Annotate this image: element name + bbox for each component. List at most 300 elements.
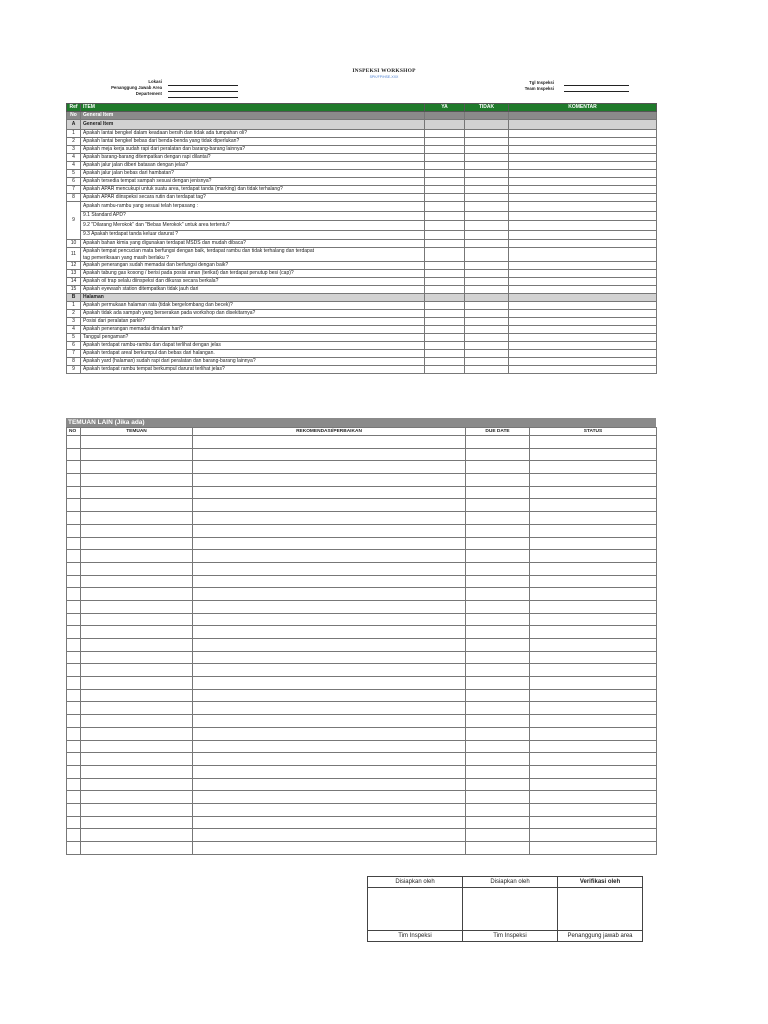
row-question: Apakah oil trap selalu diinspeksi dan dikuras secara berkala? (81, 278, 425, 286)
rekomendasi-cell[interactable] (193, 575, 466, 588)
ya-cell[interactable] (425, 202, 465, 212)
sign-2-footer: Tim Inspeksi (463, 931, 558, 942)
row-number: 6 (67, 342, 81, 350)
tgl-inspeksi-field[interactable] (564, 85, 629, 86)
checklist-row (67, 130, 657, 138)
ya-cell[interactable] (425, 162, 465, 170)
no-cell[interactable] (67, 677, 81, 690)
team-inspeksi-field[interactable] (564, 91, 629, 92)
due-date-cell[interactable] (466, 512, 530, 525)
komentar-cell[interactable] (509, 326, 657, 334)
status-cell[interactable] (530, 664, 657, 677)
tidak-cell[interactable] (465, 194, 509, 202)
no-cell[interactable] (67, 588, 81, 601)
rekomendasi-cell[interactable] (193, 448, 466, 461)
rekomendasi-cell[interactable] (193, 727, 466, 740)
sign-3-box[interactable] (558, 888, 643, 931)
komentar-cell[interactable] (509, 318, 657, 326)
tidak-cell[interactable] (465, 162, 509, 170)
tidak-cell[interactable] (465, 270, 509, 278)
checklist-row (67, 342, 657, 350)
komentar-cell[interactable] (509, 248, 657, 262)
status-cell[interactable] (530, 474, 657, 487)
rekomendasi-cell[interactable] (193, 550, 466, 563)
due-date-cell[interactable] (466, 842, 530, 855)
no-header: NO (67, 428, 81, 436)
status-cell[interactable] (530, 499, 657, 512)
due-date-cell[interactable] (466, 664, 530, 677)
tidak-cell[interactable] (465, 326, 509, 334)
temuan-cell[interactable] (81, 842, 193, 855)
no-cell[interactable] (67, 664, 81, 677)
rekomendasi-cell[interactable] (193, 689, 466, 702)
ya-cell[interactable] (425, 154, 465, 162)
ya-cell[interactable] (425, 211, 465, 221)
tidak-cell[interactable] (465, 248, 509, 262)
no-cell[interactable] (67, 816, 81, 829)
temuan-row (67, 575, 657, 588)
row-question: Apakah tersedia tempat sampah sesuai dengan jenisnya? (81, 178, 425, 186)
temuan-cell[interactable] (81, 537, 193, 550)
ya-cell[interactable] (425, 248, 465, 262)
due-date-cell[interactable] (466, 600, 530, 613)
rekomendasi-cell[interactable] (193, 778, 466, 791)
due-date-cell[interactable] (466, 588, 530, 601)
temuan-cell[interactable] (81, 651, 193, 664)
no-cell[interactable] (67, 765, 81, 778)
rekomendasi-cell[interactable] (193, 702, 466, 715)
temuan-cell[interactable] (81, 753, 193, 766)
status-cell[interactable] (530, 816, 657, 829)
komentar-cell[interactable] (509, 262, 657, 270)
due-date-cell[interactable] (466, 537, 530, 550)
no-cell[interactable] (67, 550, 81, 563)
sign-2-box[interactable] (463, 888, 558, 931)
temuan-row (67, 740, 657, 753)
temuan-cell[interactable] (81, 588, 193, 601)
temuan-cell[interactable] (81, 524, 193, 537)
temuan-cell[interactable] (81, 550, 193, 563)
ya-cell[interactable] (425, 318, 465, 326)
tidak-cell[interactable] (465, 211, 509, 221)
ya-cell[interactable] (425, 358, 465, 366)
tidak-cell[interactable] (465, 342, 509, 350)
temuan-cell[interactable] (81, 448, 193, 461)
komentar-cell[interactable] (509, 154, 657, 162)
status-cell[interactable] (530, 702, 657, 715)
due-date-cell[interactable] (466, 524, 530, 537)
tidak-cell[interactable] (465, 334, 509, 342)
due-date-cell[interactable] (466, 562, 530, 575)
status-cell[interactable] (530, 436, 657, 449)
due-date-cell[interactable] (466, 550, 530, 563)
rekomendasi-cell[interactable] (193, 677, 466, 690)
temuan-cell[interactable] (81, 639, 193, 652)
tidak-cell[interactable] (465, 138, 509, 146)
status-cell[interactable] (530, 791, 657, 804)
rekomendasi-cell[interactable] (193, 816, 466, 829)
status-cell[interactable] (530, 448, 657, 461)
no-cell[interactable] (67, 689, 81, 702)
row-question: Apakah tabung gas kosong / berisi pada posisi aman (terikat) dan terdapat penutup besi (cap)? (81, 270, 425, 278)
lokasi-field[interactable] (168, 85, 238, 86)
no-cell[interactable] (67, 803, 81, 816)
komentar-cell[interactable] (509, 366, 657, 374)
row-number: 1 (67, 302, 81, 310)
ya-cell[interactable] (425, 278, 465, 286)
rekomendasi-cell[interactable] (193, 842, 466, 855)
row-number: 10 (67, 240, 81, 248)
status-cell[interactable] (530, 715, 657, 728)
status-cell[interactable] (530, 588, 657, 601)
temuan-cell[interactable] (81, 715, 193, 728)
no-cell[interactable] (67, 499, 81, 512)
checklist-row (67, 248, 657, 262)
no-cell[interactable] (67, 715, 81, 728)
rekomendasi-cell[interactable] (193, 486, 466, 499)
due-date-cell[interactable] (466, 740, 530, 753)
ya-header: YA (425, 104, 465, 112)
temuan-cell[interactable] (81, 765, 193, 778)
due-date-cell[interactable] (466, 613, 530, 626)
no-cell[interactable] (67, 474, 81, 487)
komentar-cell[interactable] (509, 170, 657, 178)
row-number: 7 (67, 350, 81, 358)
komentar-cell[interactable] (509, 278, 657, 286)
temuan-cell[interactable] (81, 436, 193, 449)
checklist-row (67, 178, 657, 186)
checklist-row (67, 262, 657, 270)
rekomendasi-cell[interactable] (193, 600, 466, 613)
temuan-cell[interactable] (81, 778, 193, 791)
rekomendasi-cell[interactable] (193, 753, 466, 766)
komentar-cell[interactable] (509, 221, 657, 231)
status-cell[interactable] (530, 842, 657, 855)
sign-1-box[interactable] (368, 888, 463, 931)
komentar-cell[interactable] (509, 230, 657, 240)
temuan-cell[interactable] (81, 486, 193, 499)
status-cell[interactable] (530, 753, 657, 766)
rekomendasi-cell[interactable] (193, 613, 466, 626)
row-number: 8 (67, 358, 81, 366)
due-date-cell[interactable] (466, 715, 530, 728)
ya-cell[interactable] (425, 286, 465, 294)
row-question: Apakah lantai bengkel bebas dari benda-benda yang tidak diperlukan? (81, 138, 425, 146)
status-cell[interactable] (530, 689, 657, 702)
temuan-cell[interactable] (81, 600, 193, 613)
komentar-cell[interactable] (509, 211, 657, 221)
no-cell[interactable] (67, 537, 81, 550)
no-cell[interactable] (67, 727, 81, 740)
no-cell[interactable] (67, 740, 81, 753)
tidak-cell[interactable] (465, 278, 509, 286)
rekomendasi-cell[interactable] (193, 461, 466, 474)
temuan-cell[interactable] (81, 474, 193, 487)
rekomendasi-cell[interactable] (193, 664, 466, 677)
no-cell[interactable] (67, 829, 81, 842)
ya-cell[interactable] (425, 230, 465, 240)
ya-cell[interactable] (425, 221, 465, 231)
status-cell[interactable] (530, 524, 657, 537)
no-cell[interactable] (67, 702, 81, 715)
status-cell[interactable] (530, 727, 657, 740)
due-date-cell[interactable] (466, 474, 530, 487)
due-date-cell[interactable] (466, 626, 530, 639)
rekomendasi-cell[interactable] (193, 639, 466, 652)
komentar-cell[interactable] (509, 162, 657, 170)
due-date-cell[interactable] (466, 575, 530, 588)
row-number: 7 (67, 186, 81, 194)
temuan-row (67, 677, 657, 690)
temuan-cell[interactable] (81, 702, 193, 715)
ya-cell[interactable] (425, 170, 465, 178)
komentar-cell[interactable] (509, 350, 657, 358)
no-cell[interactable] (67, 436, 81, 449)
no-cell[interactable] (67, 626, 81, 639)
tidak-cell[interactable] (465, 130, 509, 138)
temuan-cell[interactable] (81, 803, 193, 816)
no-cell[interactable] (67, 639, 81, 652)
ya-cell[interactable] (425, 366, 465, 374)
no-cell[interactable] (67, 778, 81, 791)
status-cell[interactable] (530, 765, 657, 778)
no-cell[interactable] (67, 512, 81, 525)
row-question: Apakah tidak ada sampah yang berserakan pada workshop dan disekitarnya? (81, 310, 425, 318)
temuan-row (67, 524, 657, 537)
due-date-cell[interactable] (466, 499, 530, 512)
tidak-cell[interactable] (465, 146, 509, 154)
komentar-cell[interactable] (509, 342, 657, 350)
ya-cell[interactable] (425, 350, 465, 358)
status-cell[interactable] (530, 740, 657, 753)
status-cell[interactable] (530, 626, 657, 639)
rekomendasi-cell[interactable] (193, 740, 466, 753)
temuan-cell[interactable] (81, 677, 193, 690)
komentar-cell[interactable] (509, 202, 657, 212)
checklist-row (67, 278, 657, 286)
no-cell[interactable] (67, 562, 81, 575)
rekomendasi-cell[interactable] (193, 562, 466, 575)
section-b-label: Halaman (81, 294, 425, 302)
status-cell[interactable] (530, 600, 657, 613)
tidak-cell[interactable] (465, 358, 509, 366)
ya-cell[interactable] (425, 326, 465, 334)
rekomendasi-cell[interactable] (193, 474, 466, 487)
due-date-cell[interactable] (466, 677, 530, 690)
rekomendasi-cell[interactable] (193, 512, 466, 525)
due-date-cell[interactable] (466, 816, 530, 829)
tidak-cell[interactable] (465, 366, 509, 374)
temuan-row (67, 562, 657, 575)
temuan-cell[interactable] (81, 740, 193, 753)
ya-cell[interactable] (425, 310, 465, 318)
rekomendasi-cell[interactable] (193, 765, 466, 778)
due-date-cell[interactable] (466, 778, 530, 791)
no-cell[interactable] (67, 461, 81, 474)
status-cell[interactable] (530, 651, 657, 664)
temuan-cell[interactable] (81, 512, 193, 525)
due-date-cell[interactable] (466, 461, 530, 474)
no-cell[interactable] (67, 524, 81, 537)
ya-cell[interactable] (425, 178, 465, 186)
temuan-cell[interactable] (81, 791, 193, 804)
due-date-cell[interactable] (466, 448, 530, 461)
ya-cell[interactable] (425, 146, 465, 154)
temuan-cell[interactable] (81, 461, 193, 474)
status-cell[interactable] (530, 677, 657, 690)
status-cell[interactable] (530, 461, 657, 474)
status-cell[interactable] (530, 778, 657, 791)
no-cell[interactable] (67, 842, 81, 855)
ya-cell[interactable] (425, 270, 465, 278)
komentar-cell[interactable] (509, 138, 657, 146)
ya-cell[interactable] (425, 186, 465, 194)
ya-cell[interactable] (425, 302, 465, 310)
penanggung-jawab-label: Penanggung Jawab Area (111, 85, 162, 90)
ya-cell[interactable] (425, 262, 465, 270)
status-cell[interactable] (530, 639, 657, 652)
due-date-cell[interactable] (466, 765, 530, 778)
temuan-row (67, 461, 657, 474)
tidak-cell[interactable] (465, 154, 509, 162)
penanggung-jawab-field[interactable] (168, 91, 238, 92)
temuan-cell[interactable] (81, 727, 193, 740)
status-cell[interactable] (530, 562, 657, 575)
temuan-cell[interactable] (81, 689, 193, 702)
temuan-cell[interactable] (81, 499, 193, 512)
checklist-row (67, 358, 657, 366)
row-number: 8 (67, 194, 81, 202)
tidak-cell[interactable] (465, 262, 509, 270)
rekomendasi-cell[interactable] (193, 436, 466, 449)
status-cell[interactable] (530, 486, 657, 499)
departement-field[interactable] (168, 97, 238, 98)
tidak-cell[interactable] (465, 221, 509, 231)
tidak-cell[interactable] (465, 170, 509, 178)
due-date-cell[interactable] (466, 702, 530, 715)
tidak-cell[interactable] (465, 302, 509, 310)
komentar-cell[interactable] (509, 186, 657, 194)
komentar-cell[interactable] (509, 194, 657, 202)
komentar-cell[interactable] (509, 310, 657, 318)
status-cell[interactable] (530, 803, 657, 816)
rekomendasi-cell[interactable] (193, 537, 466, 550)
temuan-cell[interactable] (81, 575, 193, 588)
rekomendasi-cell[interactable] (193, 715, 466, 728)
ya-cell[interactable] (425, 342, 465, 350)
status-cell[interactable] (530, 512, 657, 525)
temuan-row (67, 727, 657, 740)
due-date-cell[interactable] (466, 829, 530, 842)
rekomendasi-cell[interactable] (193, 829, 466, 842)
due-date-cell[interactable] (466, 436, 530, 449)
tidak-cell[interactable] (465, 286, 509, 294)
temuan-row (67, 436, 657, 449)
no-cell[interactable] (67, 613, 81, 626)
temuan-cell[interactable] (81, 664, 193, 677)
komentar-cell[interactable] (509, 146, 657, 154)
no-cell[interactable] (67, 600, 81, 613)
no-cell[interactable] (67, 791, 81, 804)
komentar-cell[interactable] (509, 240, 657, 248)
row-number: 9 (67, 366, 81, 374)
due-date-cell[interactable] (466, 651, 530, 664)
komentar-cell[interactable] (509, 130, 657, 138)
tidak-cell[interactable] (465, 230, 509, 240)
status-cell[interactable] (530, 575, 657, 588)
status-cell[interactable] (530, 613, 657, 626)
no-cell[interactable] (67, 651, 81, 664)
checklist-row (67, 146, 657, 154)
tidak-cell[interactable] (465, 350, 509, 358)
tidak-cell[interactable] (465, 178, 509, 186)
tidak-cell[interactable] (465, 186, 509, 194)
due-date-cell[interactable] (466, 486, 530, 499)
tidak-cell[interactable] (465, 202, 509, 212)
temuan-row (67, 512, 657, 525)
temuan-row (67, 803, 657, 816)
komentar-cell[interactable] (509, 334, 657, 342)
no-cell[interactable] (67, 575, 81, 588)
ya-cell[interactable] (425, 334, 465, 342)
status-cell[interactable] (530, 537, 657, 550)
temuan-row (67, 829, 657, 842)
status-cell[interactable] (530, 829, 657, 842)
status-cell[interactable] (530, 550, 657, 563)
komentar-cell[interactable] (509, 270, 657, 278)
ya-cell[interactable] (425, 130, 465, 138)
komentar-cell[interactable] (509, 302, 657, 310)
komentar-cell[interactable] (509, 358, 657, 366)
rekomendasi-cell[interactable] (193, 499, 466, 512)
due-date-cell[interactable] (466, 639, 530, 652)
tidak-cell[interactable] (465, 240, 509, 248)
komentar-cell[interactable] (509, 286, 657, 294)
tidak-cell[interactable] (465, 318, 509, 326)
rekomendasi-cell[interactable] (193, 651, 466, 664)
temuan-cell[interactable] (81, 613, 193, 626)
rekomendasi-cell[interactable] (193, 588, 466, 601)
rekomendasi-cell[interactable] (193, 626, 466, 639)
due-date-cell[interactable] (466, 753, 530, 766)
komentar-cell[interactable] (509, 178, 657, 186)
due-date-cell[interactable] (466, 689, 530, 702)
ya-cell[interactable] (425, 240, 465, 248)
no-cell[interactable] (67, 486, 81, 499)
temuan-cell[interactable] (81, 562, 193, 575)
temuan-row (67, 791, 657, 804)
due-date-cell[interactable] (466, 803, 530, 816)
ya-cell[interactable] (425, 138, 465, 146)
rekomendasi-cell[interactable] (193, 791, 466, 804)
no-cell[interactable] (67, 753, 81, 766)
ya-cell[interactable] (425, 194, 465, 202)
rekomendasi-cell[interactable] (193, 524, 466, 537)
temuan-cell[interactable] (81, 829, 193, 842)
temuan-row (67, 651, 657, 664)
row-number: 14 (67, 278, 81, 286)
checklist-row (67, 270, 657, 278)
temuan-cell[interactable] (81, 816, 193, 829)
temuan-cell[interactable] (81, 626, 193, 639)
rekomendasi-cell[interactable] (193, 803, 466, 816)
due-date-cell[interactable] (466, 727, 530, 740)
no-cell[interactable] (67, 448, 81, 461)
due-date-cell[interactable] (466, 791, 530, 804)
temuan-row (67, 600, 657, 613)
row-question: Apakah APAR mencukupi untuk suatu area, terdapat tanda (marking) dan tidak terhalang? (81, 186, 425, 194)
tidak-cell[interactable] (465, 310, 509, 318)
